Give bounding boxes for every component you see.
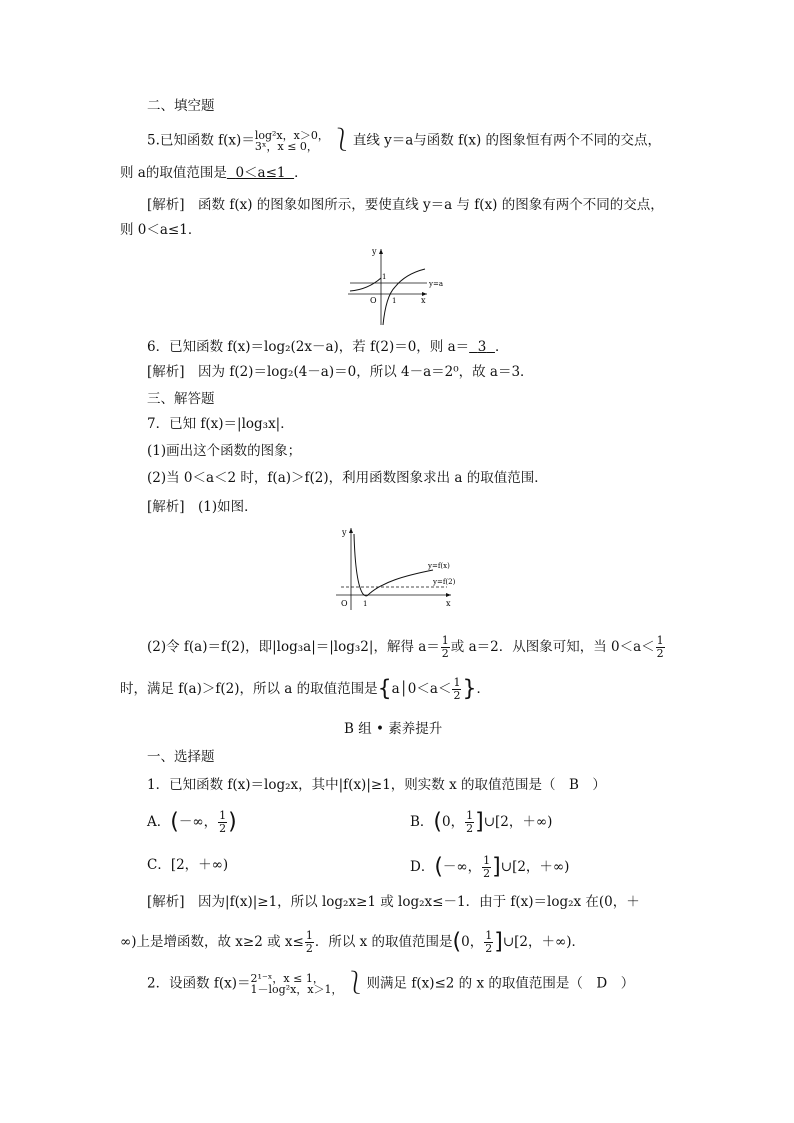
y-one-label: 1 [382,273,387,281]
q7-solution-1: [解析] (1)如图． [147,499,258,515]
b-question-2-stem: 2．设函数 f(x)＝ 2¹⁻ˣ，x ≤ 1， 1－log²x，x＞1， ⎱则满足 f(x)≤2 的 x 的取值范围是（ D ） [147,971,635,996]
answer-blank: 3 [477,339,487,355]
question-7-part1: (1)画出这个函数的图象； [147,443,302,459]
x-one-label: 1 [363,600,368,608]
f2-label: y=f(2) [433,578,456,586]
piecewise: 2¹⁻ˣ，x ≤ 1， 1－log²x，x＞1， [250,972,343,996]
option-d: D．(－∞， $\frac{1}{2}$ ]∪[2，＋∞) [410,854,570,880]
x-one-label: 1 [392,297,397,305]
b1-solution-1: [解析] 因为|f(x)|≥1，所以 log₂x≥1 或 log₂x≤－1．由于 f(x)＝log₂x 在(0，＋ [147,894,640,910]
q7-solution-2: (2)令 f(a)＝f(2)，即|log₃a|＝|log₃2|，解得 a＝ $\frac{1}{2}$ 或 a＝2．从图象可知，当 0＜a＜ $\frac{1}{2}$ [147,634,664,660]
question-7-stem: 7．已知 f(x)＝|log₃x|． [147,416,294,432]
q7-solution-3: 时，满足 f(a)＞f(2)，所以 a 的取值范围是{a│0＜a＜ $\frac{1}{2}$ }． [120,676,490,702]
x-axis-label: x [446,599,451,608]
section-choice: 一、选择题 [147,749,215,765]
b1-solution-2: ∞)上是增函数，故 x≥2 或 x≤ $\frac{1}{2}$ ．所以 x 的取值范围是(0， $\frac{1}{2}$ ]∪[2，＋∞)． [120,929,585,955]
group-b-title: B 组 • 素养提升 [344,721,443,737]
section-answer: 三、解答题 [147,391,215,407]
option-a: A．(－∞， $\frac{1}{2}$ ) [147,809,237,835]
line-label: y=a [429,280,443,288]
option-b: B．(0， $\frac{1}{2}$ ]∪[2，＋∞) [410,809,553,835]
b-question-1-stem: 1．已知函数 f(x)＝log₂x，其中|f(x)|≥1，则实数 x 的取值范围是（ B ） [147,777,606,793]
y-axis-label: y [342,528,347,537]
fx-label: y=f(x) [428,562,450,570]
question-5-stem: 5.已知函数 f(x)＝ log²x，x＞0， 3ˣ，x ≤ 0， ⎱直线 y＝a与函数 f(x) 的图象恒有两个不同的交点， [147,128,662,153]
q7-graph [333,524,463,612]
section-fill-in-blank: 二、填空题 [147,98,215,114]
piecewise: log²x，x＞0， 3ˣ，x ≤ 0， [254,129,329,153]
question-6-stem: 6．已知函数 f(x)＝log₂(2x－a)，若 f(2)＝0，则 a＝ 3 ． [147,339,509,355]
x-axis-label: x [421,296,426,305]
question-7-part2: (2)当 0＜a＜2 时，f(a)＞f(2)，利用函数图象求出 a 的取值范围． [147,470,548,486]
answer-blank: 0＜a≤1 [235,165,286,181]
question-5-line2: 则 a的取值范围是 0＜a≤1 ． [120,165,308,181]
origin-label: O [370,296,377,305]
origin-label: O [341,599,348,608]
y-axis-label: y [372,247,377,256]
q6-solution: [解析] 因为 f(2)＝log₂(4－a)＝0，所以 4－a＝2⁰，故 a＝3． [147,364,534,380]
option-c: C．[2，＋∞) [147,857,229,873]
q5-solution-1: [解析] 函数 f(x) 的图象如图所示，要使直线 y＝a 与 f(x) 的图象有两个不同的交点， [147,197,664,213]
q5-graph [345,245,455,327]
q5-solution-2: 则 0＜a≤1． [120,222,202,238]
